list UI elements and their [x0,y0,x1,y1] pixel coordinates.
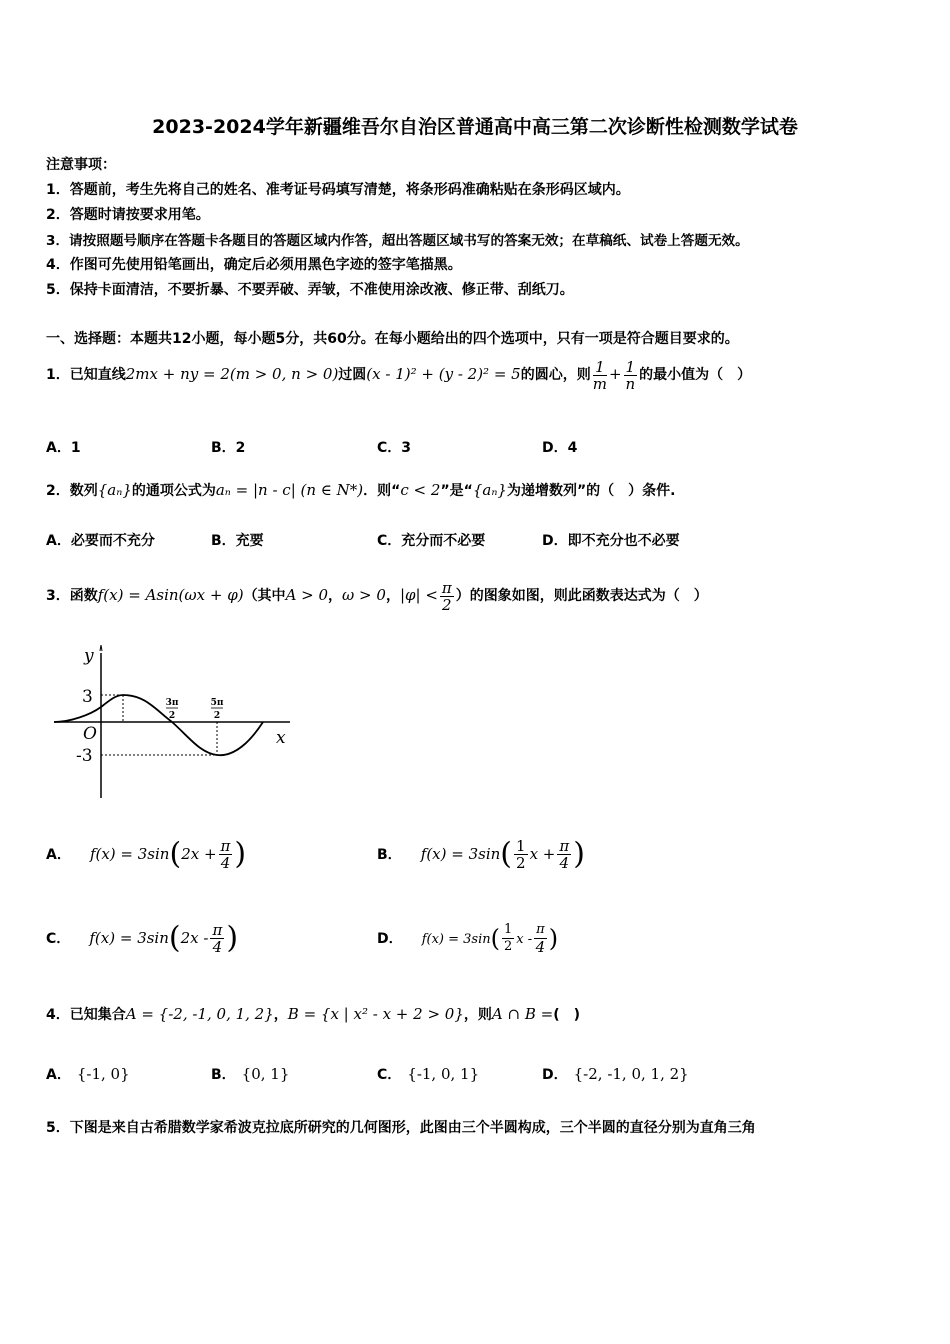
tick-5pi-2-num: 5π [210,698,224,708]
option-arg: x - [516,932,533,947]
option-label: A． [46,1067,71,1083]
q2-formula: aₙ = |n - c| (n ∈ N*) [215,481,364,499]
q3-number: 3．函数 [46,588,98,604]
option-b [211,1060,289,1089]
note-item: 1．答题前，考生先将自己的姓名、准考证号码填写清楚，将条形码准确粘贴在条形码区域内。 [46,182,630,198]
option-d [377,912,558,964]
q2-tail: 为递增数列”的（ ）条件. [506,483,676,499]
q4-tail: ( ) [553,1007,580,1023]
q2-text: 的通项公式为 [131,483,216,499]
q1-fraction-1: $\frac{1}{m}$ [592,357,607,393]
option-value: {-1, 0, 1} [407,1065,480,1083]
option-b: B．充要 [211,533,264,549]
option-b: B．2 [211,440,246,456]
question-5: 5．下图是来自古希腊数学家希波克拉底所研究的几何图形，此图由三个半圆构成，三个半圆的直径分别为直角三角 [46,1120,756,1136]
option-b [377,828,585,880]
option-d: D．即不充分也不必要 [542,533,680,549]
q2-number: 2．数列 [46,483,98,499]
option-label: D． [542,1067,568,1083]
option-a: A．1 [46,440,81,456]
right-paren: ) [226,920,239,956]
option-arg: 2x - [180,929,209,947]
option-d [542,1060,689,1089]
option-function: f(x) = 3sin [421,932,491,947]
q1-text: 的圆心，则 [520,367,591,383]
q2-sequence: {aₙ} [472,481,507,499]
note-item: 4．作图可先使用铅笔画出，确定后必须用黑色字迹的签字笔描黑。 [46,257,462,273]
q3-tail: ）的图象如图，则此函数表达式为（ ） [455,588,708,604]
origin-label: O [83,724,97,744]
option-c: C．3 [377,440,412,456]
pi-over-4: $\frac{\pi}{4}$ [535,922,546,956]
option-label: B． [377,847,402,863]
q3-text: （其中 [243,588,286,604]
option-c [46,912,238,964]
page-title: 2023-2024学年新疆维吾尔自治区普通高中高三第二次诊断性检测数学试卷 [152,116,798,138]
one-half: $\frac{1}{2}$ [504,922,513,954]
option-arg: x + [529,845,556,863]
option-function: f(x) = 3sin [420,845,501,863]
q4-set-a: A = {-2, -1, 0, 1, 2} [125,1005,274,1023]
q2-text: ．则“ [363,483,401,499]
q4-text: ，则 [463,1007,492,1023]
left-paren: ( [169,836,182,872]
q1-number: 1．已知直线 [46,367,126,383]
left-paren: ( [490,924,501,953]
section-heading: 一、选择题：本题共12小题，每小题5分，共60分。在每小题给出的四个选项中，只有一项是符合题目要求的。 [46,331,739,347]
q3-pi-over-2: $\frac{\pi}{2}$ [441,578,452,614]
question-1 [46,356,751,393]
q4-number: 4．已知集合 [46,1007,126,1023]
q1-tail: 的最小值为（ ） [639,367,752,383]
q4-sep: ， [273,1007,288,1023]
tick-5pi-2-den: 2 [213,711,221,721]
option-c [377,1060,479,1089]
q3-cond-omega: ω > 0 [342,586,386,604]
tick-3pi-2-num: 3π [165,698,179,708]
option-value: {-1, 0} [76,1065,130,1083]
q3-function: f(x) = Asin(ωx + φ) [97,586,244,604]
pi-over-4: $\frac{\pi}{4}$ [212,921,223,956]
q4-expression: A ∩ B = [491,1005,554,1023]
y-max-label: 3 [82,687,93,707]
question-2 [46,474,675,507]
option-function: f(x) = 3sin [89,845,170,863]
sine-graph [50,645,300,805]
option-label: D． [377,931,403,947]
q1-condition: (m > 0, n > 0) [229,365,339,383]
option-label: C． [377,1067,402,1083]
q1-plus: + [608,365,622,383]
option-d: D．4 [542,440,578,456]
y-axis-label: y [84,646,94,666]
q3-cond-phi: |φ| < [399,586,438,604]
note-item: 2．答题时请按要求用笔。 [46,207,210,223]
option-value: {0, 1} [241,1065,290,1083]
option-function: f(x) = 3sin [89,929,169,947]
question-3 [46,575,708,616]
y-min-label: -3 [76,746,93,766]
option-c: C．充分而不必要 [377,533,486,549]
right-paren: ) [548,924,559,953]
notes-heading: 注意事项： [46,157,116,173]
q4-set-b: B = {x | x² - x + 2 > 0} [287,1005,464,1023]
option-a: A．必要而不充分 [46,533,155,549]
option-a [46,1060,130,1089]
q1-fraction-2: $\frac{1}{n}$ [625,357,636,393]
one-half: $\frac{1}{2}$ [516,837,526,872]
tick-3pi-2-den: 2 [168,711,176,721]
note-item: 5．保持卡面清洁，不要折暴、不要弄破、弄皱，不准使用涂改液、修正带、刮纸刀。 [46,282,574,298]
pi-over-4: $\frac{\pi}{4}$ [559,837,570,872]
right-paren: ) [573,836,585,872]
x-axis-label: x [276,728,286,748]
option-value: {-2, -1, 0, 1, 2} [573,1065,689,1083]
option-label: B． [211,1067,236,1083]
option-label: A． [46,847,71,863]
right-paren: ) [234,836,247,872]
pi-over-4: $\frac{\pi}{4}$ [220,837,231,872]
option-label: C． [46,931,71,947]
left-paren: ( [500,836,513,872]
q3-cond-a: A > 0 [285,586,329,604]
q2-condition: c < 2 [400,481,441,499]
y-axis-arrow [100,645,102,651]
option-a [46,828,246,880]
q2-text: ”是“ [440,483,473,499]
note-item: 3．请按照题号顺序在答题卡各题目的答题区域内作答，超出答题区域书写的答案无效；在草稿纸、试卷上答题无效。 [46,233,749,249]
option-arg: 2x + [181,845,217,863]
q1-circle-equation: (x - 1)² + (y - 2)² = 5 [366,365,521,383]
q1-text: 过圆 [338,367,367,383]
q3-sep: ， [328,588,343,604]
left-paren: ( [168,920,181,956]
q2-sequence: {aₙ} [97,481,132,499]
question-4 [46,1000,580,1029]
q1-line-equation: 2mx + ny = 2 [125,365,230,383]
q3-sep: ， [385,588,400,604]
